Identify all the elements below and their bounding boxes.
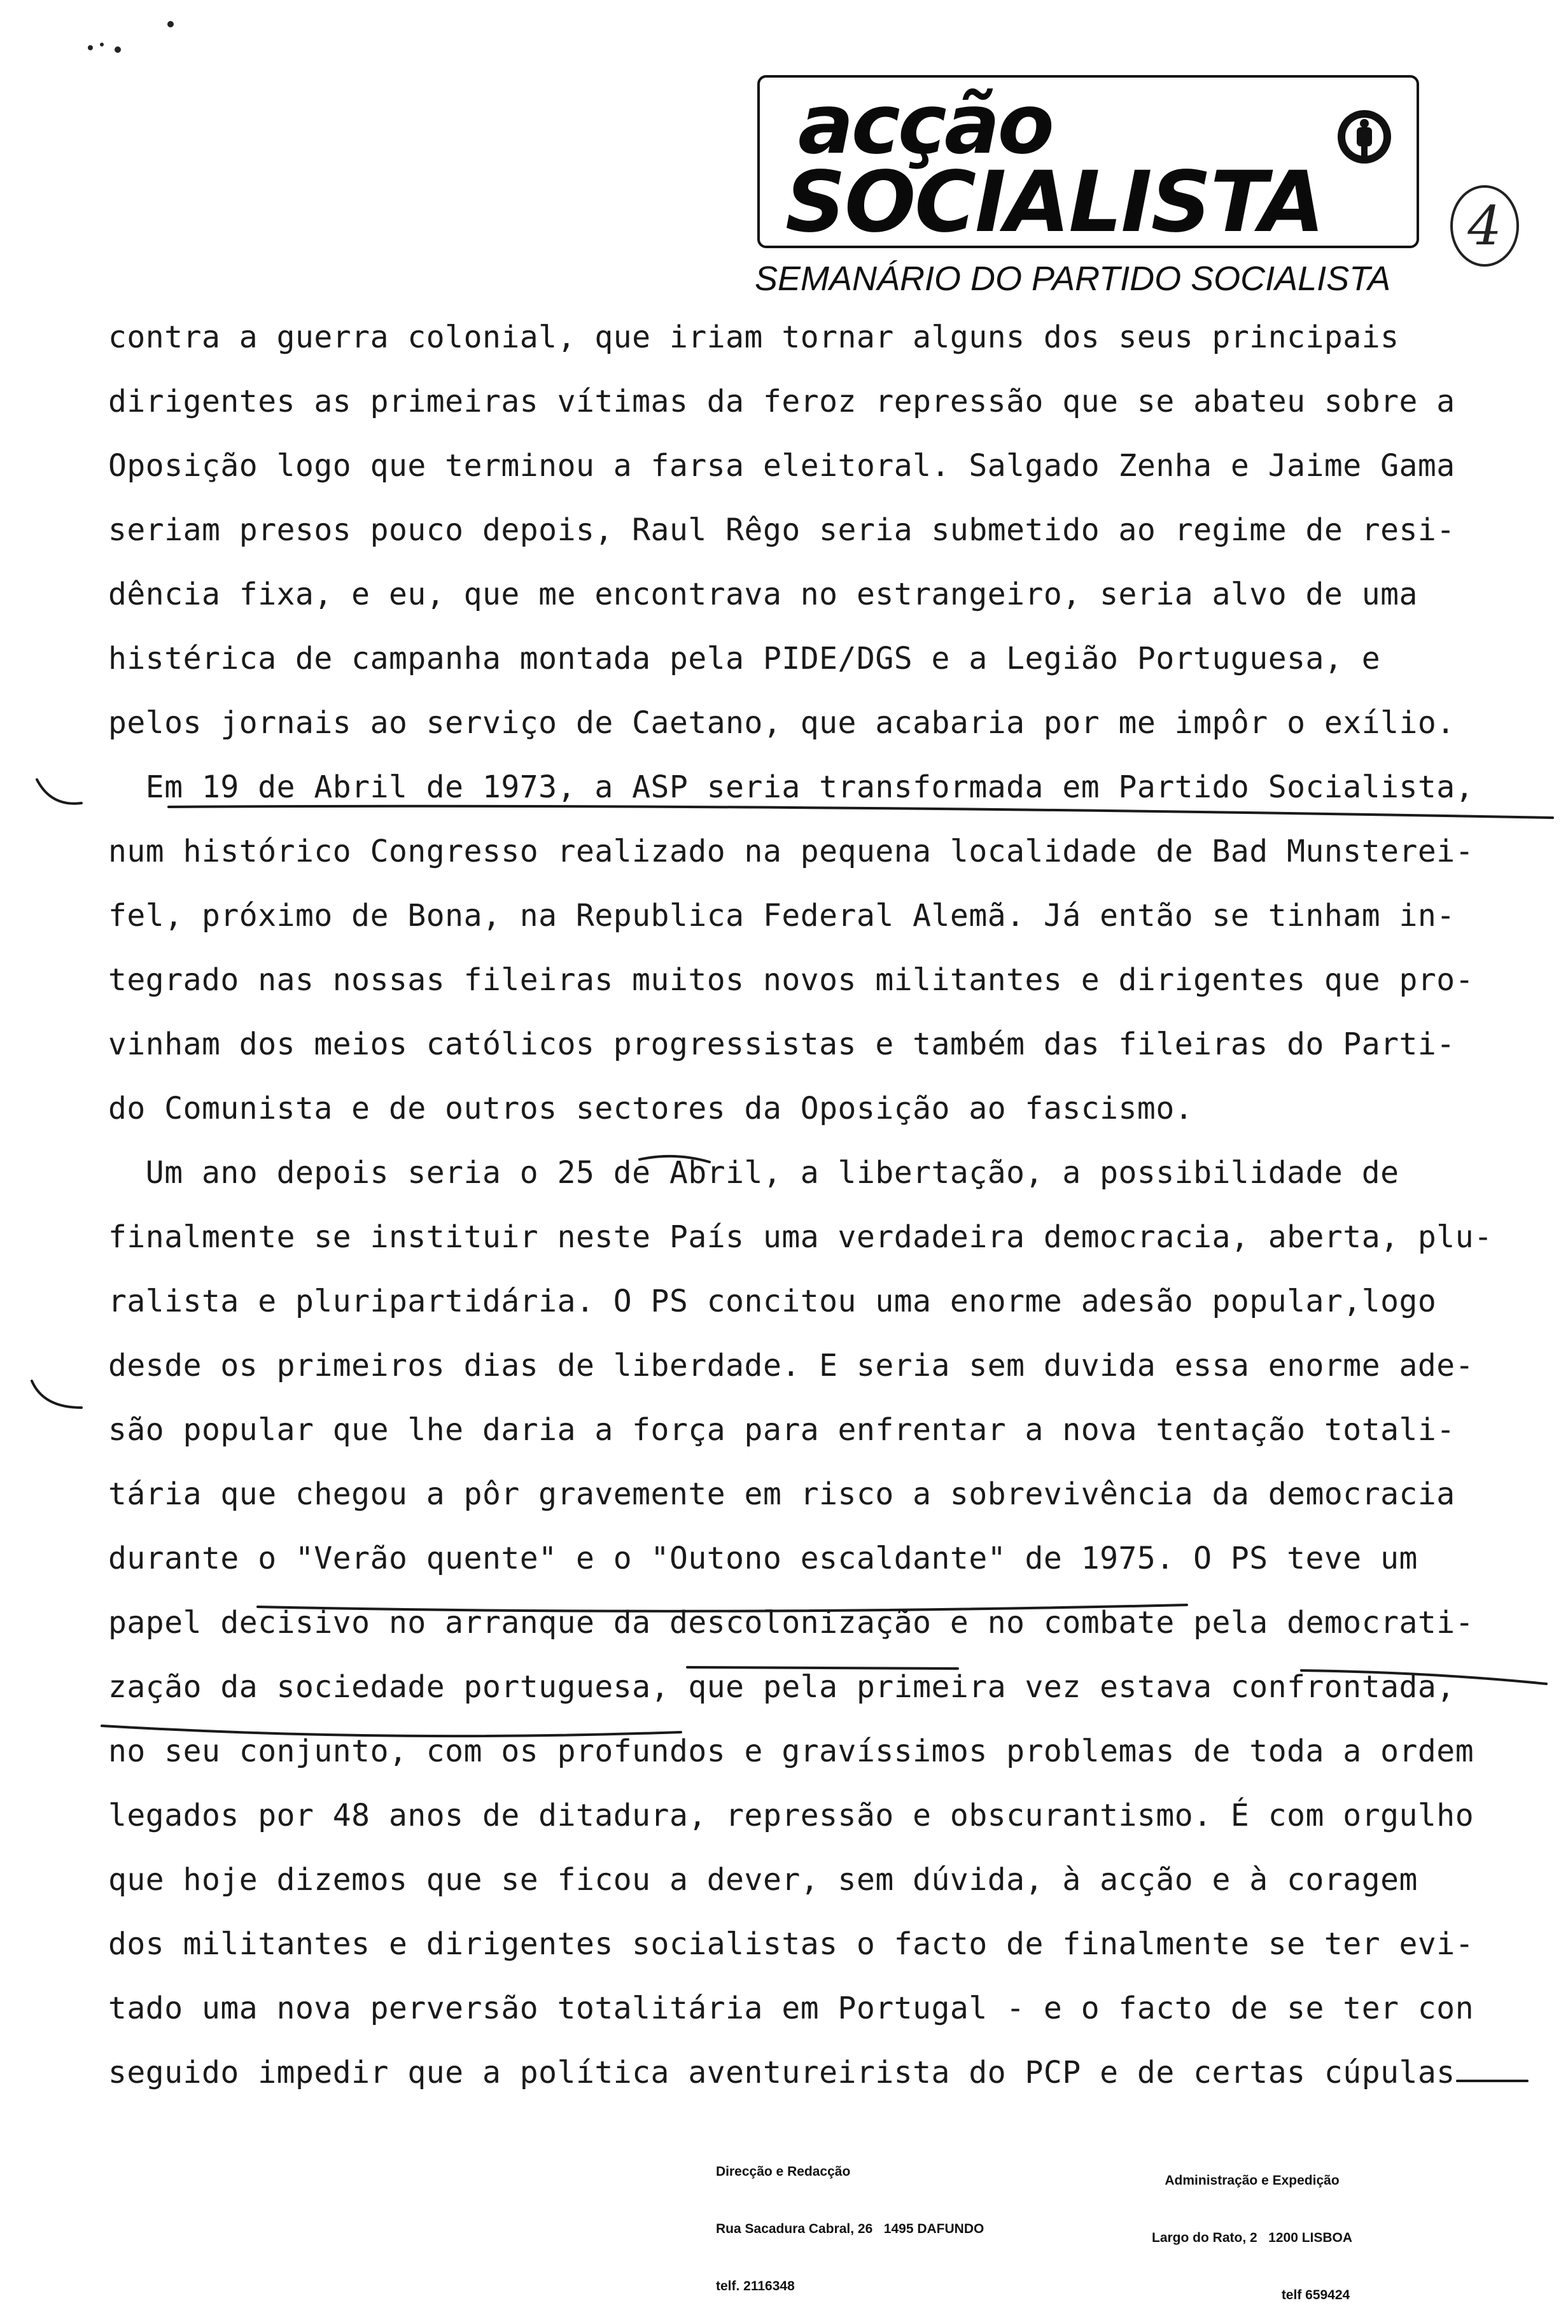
- text-line: dência fixa, e eu, que me encontrava no estrangeiro, seria alvo de uma: [108, 577, 1418, 612]
- footer-right-heading: Administração e Expedição: [1165, 2173, 1340, 2188]
- footer-left-phone: telf. 2116348: [716, 2279, 795, 2293]
- masthead: [757, 75, 1419, 251]
- text-line: zação da sociedade portuguesa, que pela primeira vez estava confrontada,: [108, 1669, 1455, 1705]
- text-line: Em 19 de Abril de 1973, a ASP seria transformada em Partido Socialista,: [108, 769, 1474, 805]
- text-line: Um ano depois seria o 25 de Abril, a libertação, a possibilidade de: [108, 1155, 1399, 1191]
- text-line: seguido impedir que a política aventureirista do PCP e de certas cúpulas: [108, 2055, 1455, 2090]
- footer-left: [716, 2124, 984, 2315]
- text-line: dos militantes e dirigentes socialistas o facto de finalmente se ter evi-: [108, 1926, 1474, 1962]
- footer-left-heading: Direcção e Redacção: [716, 2164, 851, 2179]
- bracket-mark: [37, 780, 81, 804]
- text-line: num histórico Congresso realizado na pequena localidade de Bad Munsterei-: [108, 834, 1474, 869]
- text-line: contra a guerra colonial, que iriam tornar alguns dos seus principais: [108, 319, 1399, 355]
- text-line: tado uma nova perversão totalitária em Portugal - e o facto de se ter con: [108, 1991, 1474, 2026]
- footer-left-address: Rua Sacadura Cabral, 26 1495 DAFUNDO: [716, 2222, 984, 2236]
- text-line: seriam presos pouco depois, Raul Rêgo seria submetido ao regime de resi-: [108, 512, 1455, 548]
- text-line: tária que chegou a pôr gravemente em risco a sobrevivência da democracia: [108, 1476, 1455, 1512]
- text-line: durante o "Verão quente" e o "Outono escaldante" de 1975. O PS teve um: [108, 1541, 1418, 1576]
- masthead-subtitle: SEMANÁRIO DO PARTIDO SOCIALISTA: [755, 260, 1391, 298]
- text-line: vinham dos meios católicos progressistas e também das fileiras do Parti-: [108, 1026, 1455, 1062]
- footer-right-address: Largo do Rato, 2 1200 LISBOA: [1152, 2230, 1353, 2245]
- text-line: dirigentes as primeiras vítimas da feroz repressão que se abateu sobre a: [108, 384, 1455, 419]
- text-line: pelos jornais ao serviço de Caetano, que acabaria por me impôr o exílio.: [108, 705, 1455, 741]
- underline-mark: [169, 806, 1553, 818]
- text-line: legados por 48 anos de ditadura, repressão e obscurantismo. É com orgulho: [108, 1798, 1474, 1833]
- footer-right: [1152, 2133, 1352, 2324]
- page-number: 4: [1467, 195, 1502, 257]
- text-line: ralista e pluripartidária. O PS concitou uma enorme adesão popular,logo: [108, 1284, 1437, 1319]
- text-line: finalmente se instituir neste País uma verdadeira democracia, aberta, plu-: [108, 1219, 1493, 1255]
- text-line: são popular que lhe daria a força para enfrentar a nova tentação totali-: [108, 1412, 1455, 1448]
- text-line: do Comunista e de outros sectores da Oposição ao fascismo.: [108, 1091, 1194, 1126]
- masthead-title-top: acção: [798, 76, 1052, 172]
- masthead-title-bottom: SOCIALISTA: [785, 153, 1324, 251]
- stray-marks: [76, 13, 204, 64]
- text-line: fel, próximo de Bona, na Republica Federal Alemã. Já então se tinham in-: [108, 898, 1455, 934]
- text-line: histérica de campanha montada pela PIDE/DGS e a Legião Portuguesa, e: [108, 641, 1381, 676]
- bracket-mark: [32, 1381, 81, 1408]
- handwritten-page-number: [1443, 178, 1526, 274]
- text-line: papel decisivo no arranque da descolonização e no combate pela democrati-: [108, 1605, 1474, 1641]
- footer-right-phone: telf 659424: [1281, 2288, 1350, 2302]
- text-line: que hoje dizemos que se ficou a dever, sem dúvida, à acção e à coragem: [108, 1862, 1418, 1898]
- text-line: desde os primeiros dias de liberdade. E seria sem duvida essa enorme ade-: [108, 1348, 1474, 1383]
- text-line: no seu conjunto, com os profundos e gravíssimos problemas de toda a ordem: [108, 1733, 1474, 1769]
- text-line: Oposição logo que terminou a farsa eleitoral. Salgado Zenha e Jaime Gama: [108, 448, 1455, 484]
- fist-rose-logo-icon: [1336, 108, 1393, 165]
- text-line: tegrado nas nossas fileiras muitos novos militantes e dirigentes que pro-: [108, 962, 1474, 998]
